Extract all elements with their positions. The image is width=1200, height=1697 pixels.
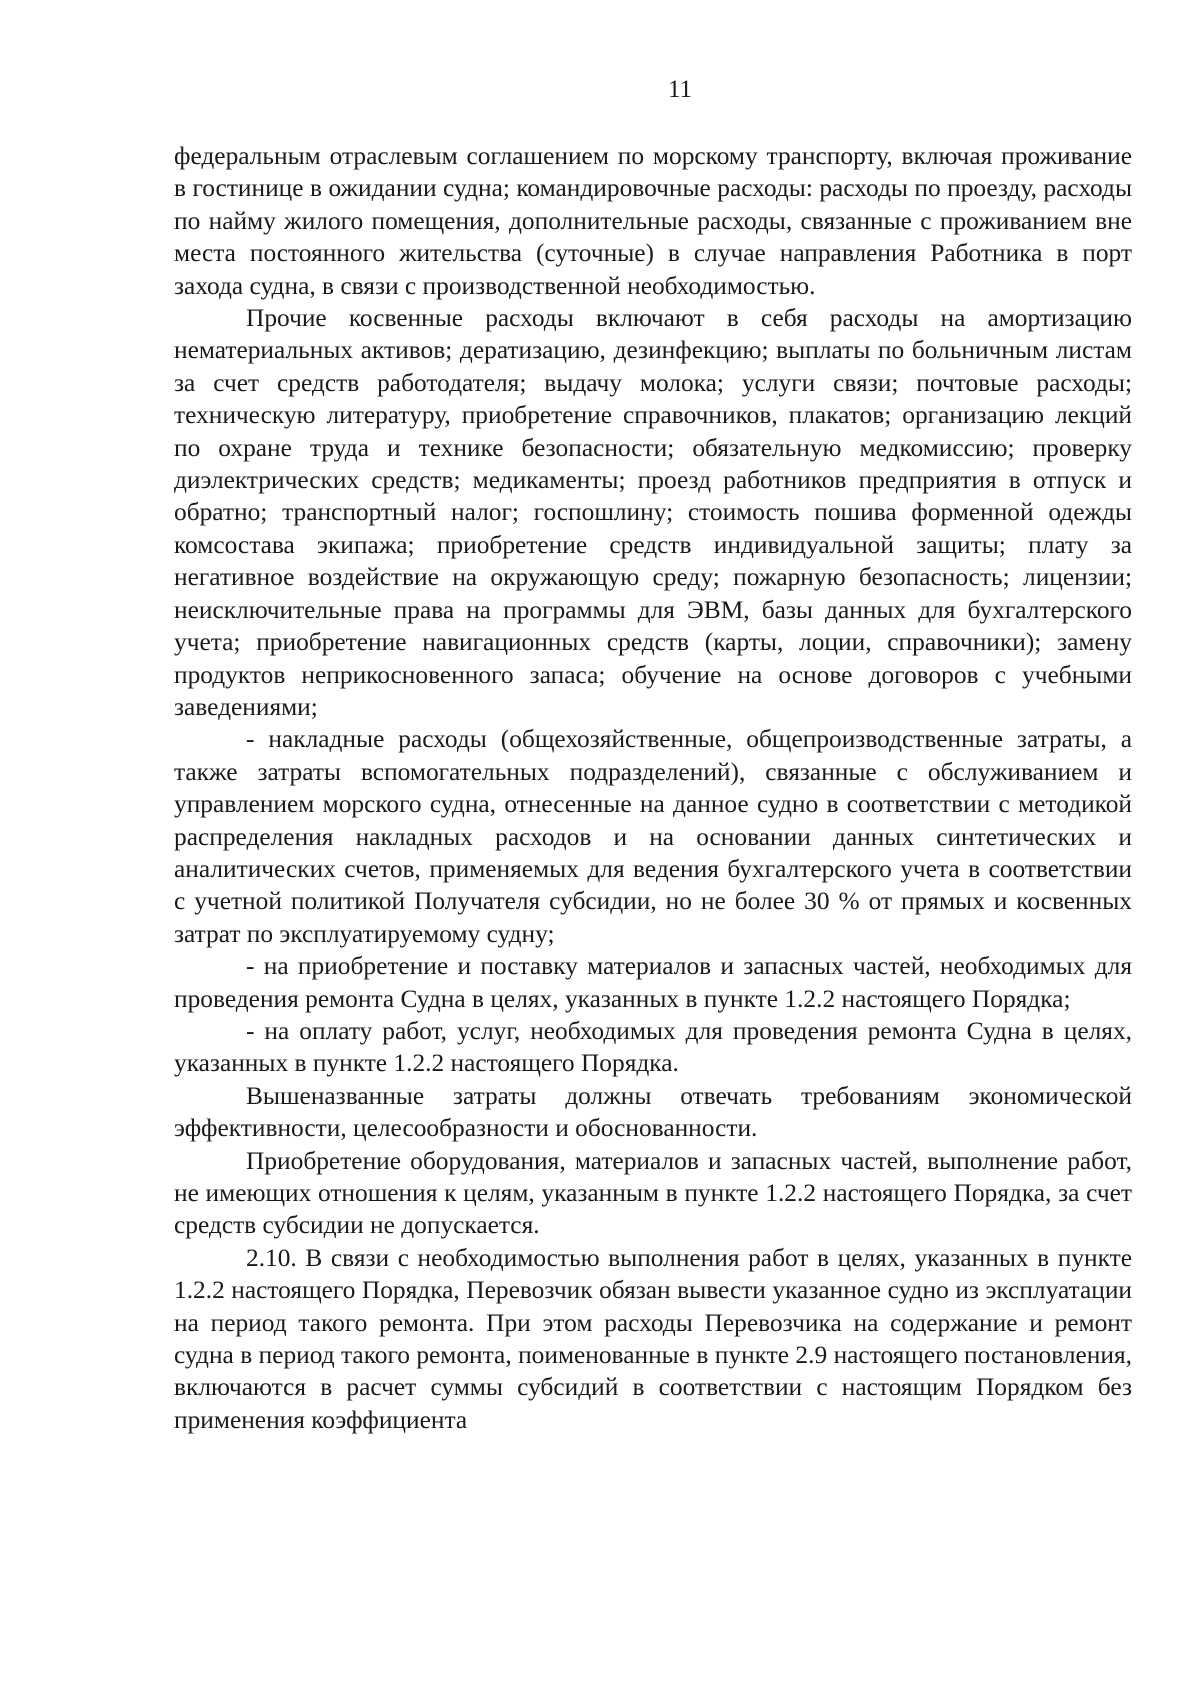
- page-number: 11: [667, 76, 693, 103]
- document-body: [174, 140, 1132, 1436]
- paragraph-section-2-10: 2.10. В связи с необходимостью выполнения работ в целях, указанных в пункте 1.2.2 настоящего Порядка, Перевозчик обязан вывести указанное судно из эксплуатации на период такого ремонта. При этом расходы Перевозчика на содержание и ремонт судна в период такого ремонта, поименованные в пункте 2.9 настоящего постановления, включаются в расчет суммы субсидий в соответствии с настоящим Порядком без применения коэффициента: [174, 1243, 1132, 1434]
- paragraph-other-indirect-costs: Прочие косвенные расходы включают в себя расходы на амортизацию нематериальных активов; дератизацию, дезинфекцию; выплаты по больничным листам за счет средств работодателя; выдачу молока; услуги связи; почтовые расходы; техническую литературу, приобретение справочников, плакатов; организацию лекций по охране труда и технике безопасности; обязательную медкомиссию; проверку диэлектрических средств; медикаменты; проезд работников предприятия в отпуск и обратно; транспортный налог; госпошлину; стоимость пошива форменной одежды комсостава экипажа; приобретение средств индивидуальной защиты; плату за негативное воздействие на окружающую среду; пожарную безопасность; лицензии; неисключительные права на программы для ЭВМ, базы данных для бухгалтерского учета; приобретение навигационных средств (карты, лоции, справочники); замену продуктов неприкосновенного запаса; обучение на основе договоров с учебными заведениями;: [174, 304, 1132, 721]
- paragraph-materials-purchase: - на приобретение и поставку материалов и запасных частей, необходимых для проведения ремонта Судна в целях, указанных в пункте 1.2.2 настоящего Порядка;: [174, 952, 1132, 1013]
- paragraph-continuation: федеральным отраслевым соглашением по морскому транспорту, включая проживание в гостинице в ожидании судна; командировочные расходы: расходы по проезду, расходы по найму жилого помещения, дополнительные расходы, связанные с проживанием вне места постоянного жительства (суточные) в случае направления Работника в порт захода судна, в связи с производственной необходимостью.: [174, 142, 1132, 300]
- paragraph-efficiency-requirements: Вышеназванные затраты должны отвечать требованиям экономической эффективности, целесообразности и обоснованности.: [174, 1081, 1132, 1143]
- paragraph-works-payment: - на оплату работ, услуг, необходимых для проведения ремонта Судна в целях, указанных в пункте 1.2.2 настоящего Порядка.: [174, 1016, 1132, 1078]
- paragraph-overhead-costs: - накладные расходы (общехозяйственные, общепроизводственные затраты, а также затраты вспомогательных подразделений), связанные с обслуживанием и управлением морского судна, отнесенные на данное судно в соответствии с методикой распределения накладных расходов и на основании данных синтетических и аналитических счетов, применяемых для ведения бухгалтерского учета в соответствии с учетной политикой Получателя субсидии, но не более 30 % от прямых и косвенных затрат по эксплуатируемому судну;: [174, 725, 1132, 948]
- paragraph-prohibition: Приобретение оборудования, материалов и запасных частей, выполнение работ, не имеющих отношения к целям, указанным в пункте 1.2.2 настоящего Порядка, за счет средств субсидии не допускается.: [174, 1146, 1132, 1240]
